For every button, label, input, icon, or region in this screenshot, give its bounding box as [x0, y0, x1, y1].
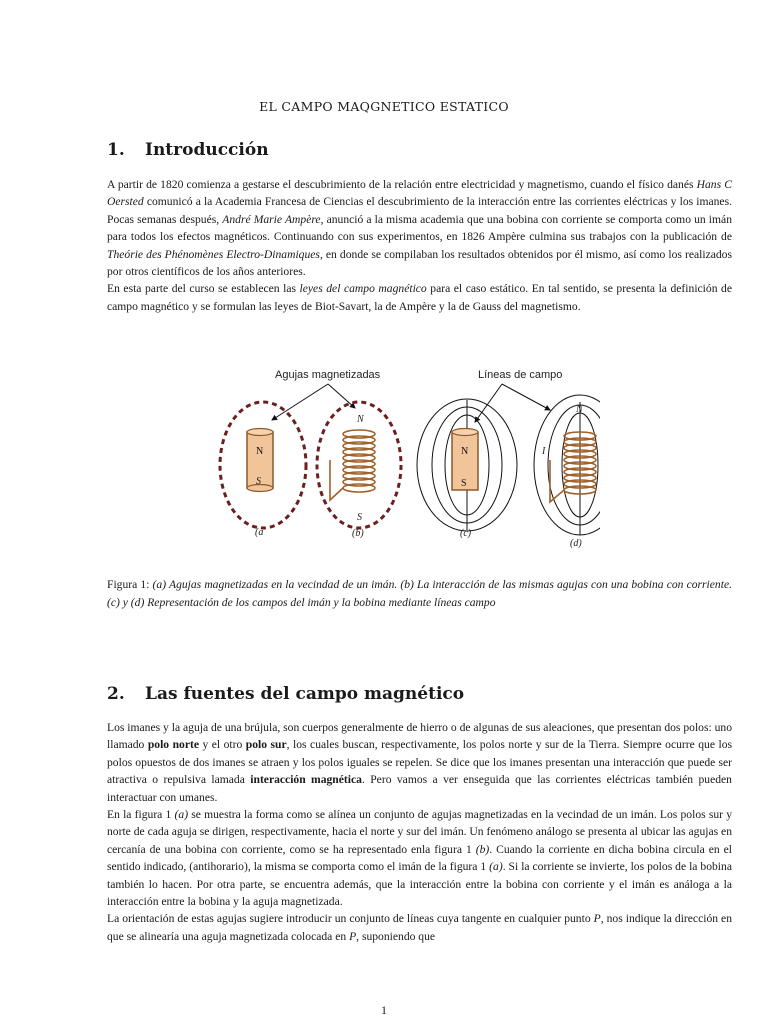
figure-1-caption	[107, 576, 732, 612]
text-run: , en donde se compilaban los resultados obtenidos por él mismo, así como los realizados por otros científicos de los años anteriores.	[107, 247, 732, 279]
label-pointer-lines	[272, 384, 550, 422]
text-run: interacción magnética	[250, 773, 362, 787]
paragraph	[107, 176, 732, 280]
panel-b-coil-needles	[317, 402, 401, 539]
page-number: 1	[381, 1003, 387, 1017]
section-2-body	[107, 719, 732, 945]
text-run: A partir de 1820 comienza a gestarse el descubrimiento de la relación entre electricidad y magnetismo, cuando el físico danés	[107, 178, 697, 191]
text-run: Los imanes y la aguja de una brújula, son cuerpos generalmente de hierro o de algunas de sus aleaciones, que presentan dos polos: uno llamado	[107, 721, 732, 752]
section-2-title: Las fuentes del campo magnético	[145, 684, 465, 704]
pole-s-label: S	[461, 478, 467, 489]
text-run: Hans C Oersted	[107, 178, 732, 209]
paragraph	[107, 806, 732, 910]
pole-n-label: N	[461, 446, 469, 457]
coil-b-n-label: N	[357, 414, 364, 425]
text-run: , nos indique la dirección en que se alinearía una aguja magnetizada colocada en	[107, 912, 732, 943]
coil-b-s-label: S	[357, 512, 362, 523]
section-1-heading	[107, 140, 269, 160]
panel-a-label: (a	[255, 527, 264, 538]
text-run: , suponiendo que	[356, 929, 436, 943]
text-run: (a)	[174, 808, 189, 822]
current-label: I	[542, 446, 546, 457]
panel-c-label: (c)	[460, 528, 472, 539]
text-run: leyes del campo magnético	[299, 282, 427, 296]
text-run: Theórie des Phénomènes Electro-Dinamiques	[107, 247, 320, 261]
paragraph	[107, 719, 732, 806]
section-1-body	[107, 176, 732, 315]
coil-d-n-label: N	[576, 404, 583, 415]
text-run: P	[593, 912, 601, 926]
text-run: (b)	[475, 842, 490, 856]
section-1-number: 1.	[107, 140, 125, 160]
pole-s-label: S	[256, 476, 261, 487]
text-run: polo sur	[245, 738, 287, 752]
text-run: , los cuales buscan, respectivamente, los polos norte y sur de la Tierra. Siempre ocurre que los polos opuestos de dos imanes se atraen y los polos iguales se repelen. Se dice que los imanes presentan una interacción que puede ser atractiva o repulsiva lamada	[107, 738, 733, 787]
paragraph	[107, 280, 732, 315]
panel-c-magnet-field	[417, 399, 517, 539]
text-run: polo norte	[147, 738, 199, 752]
text-run: En esta parte del curso se establecen las	[107, 282, 300, 296]
section-2-heading	[107, 684, 464, 704]
panel-d-coil-field	[534, 395, 600, 549]
label-agujas-magnetizadas: Agujas magnetizadas	[275, 369, 381, 381]
text-run: para el caso estático. En tal sentido, se presenta la definición de campo magnético y se formulan las leyes de Biot-Savart, la de Ampère y la de Gauss del magnetismo.	[107, 282, 732, 313]
text-run: se muestra la forma como se alínea un conjunto de agujas magnetizadas en la vecindad de un imán. Los polos sur y norte de cada aguja se dirigen, respectivamente, hacia el norte y sur del imán. Un fenómeno análogo se presenta al ubicar las agujas en cercanía de una bobina con corriente, como se ha representado enla figura 1	[107, 808, 732, 856]
text-run: Figura 1:	[107, 578, 153, 591]
text-run: , anunció a la misma academia que una bobina con corriente se comporta como un imán para todos los efectos magnéticos. Continuando con sus experimentos, en 1826 Ampère culmina sus trabajos con la publicación de	[107, 212, 732, 244]
text-run: (a) Agujas magnetizadas en la vecindad de un imán. (b) La interacción de las mismas agujas con una bobina con corriente. (c) y (d) Representación de los campos del imán y la bobina mediante líneas campo	[107, 578, 732, 609]
pole-n-label: N	[256, 446, 264, 457]
section-2-number: 2.	[107, 684, 125, 704]
section-1-title: Introducción	[145, 140, 269, 160]
panel-a-magnet-needles	[220, 402, 306, 538]
text-run: . Si la corriente se invierte, los polos de la bobina también lo hacen. Por otra parte, se encuentra además, que la interacción entre la bobina con corriente y el imán es análoga a la interacción entre la bobina y la aguja magnetizada.	[107, 860, 732, 909]
panel-b-label: (b)	[352, 528, 364, 539]
paragraph	[107, 910, 732, 945]
text-run: . Pero vamos a ver enseguida que las corrientes eléctricas también pueden interactuar con umanes.	[107, 773, 732, 804]
text-run: (a)	[489, 860, 503, 874]
text-run: y el otro	[199, 738, 246, 752]
panel-d-label: (d)	[570, 538, 582, 549]
label-lineas-de-campo: Líneas de campo	[478, 369, 563, 381]
text-run: En la figura 1	[107, 808, 175, 822]
text-run: comunicó a la Academia Francesa de Ciencias el descubrimiento de la interacción entre las corrientes eléctricas y los imanes. Pocas semanas después,	[107, 195, 732, 226]
figure-1	[200, 360, 600, 560]
text-run: André Marie Ampère	[222, 212, 321, 226]
document-title: EL CAMPO MAQGNETICO ESTATICO	[259, 99, 509, 114]
text-run: La orientación de estas agujas sugiere introducir un conjunto de líneas cuya tangente en cualquier punto	[107, 912, 594, 926]
text-run: . Cuando la corriente en dicha bobina circula en el sentido indicado, (antihorario), la misma se comporta como el imán de la figura 1	[107, 842, 732, 874]
text-run: P	[349, 929, 357, 943]
